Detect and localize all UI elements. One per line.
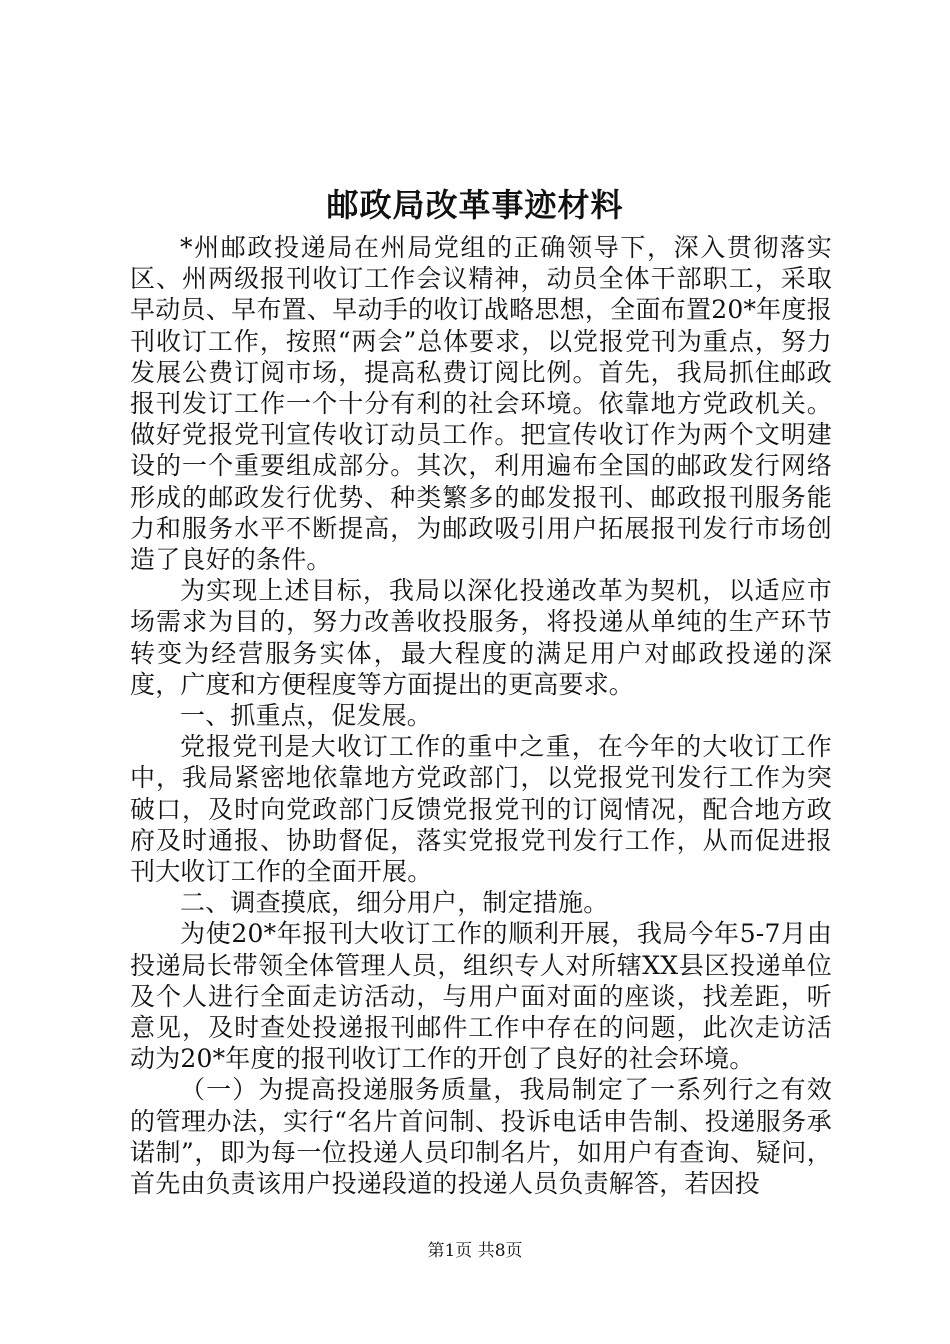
document-body: [130, 232, 832, 1199]
section-heading-1: 一、抓重点，促发展。: [180, 701, 433, 731]
paragraph-3: 党报党刊是大收订工作的重中之重，在今年的大收订工作中，我局紧密地依靠地方党政部门，以党报党刊发行工作为突破口，及时向党政部门反馈党报党刊的订阅情况，配合地方政府及时通报、协助督促，落实党报党刊发行工作，从而促进报刊大收订工作的全面开展。: [130, 732, 832, 887]
section-heading-2: 二、调查摸底，细分用户，制定措施。: [180, 888, 609, 918]
paragraph-5: （一）为提高投递服务质量，我局制定了一系列行之有效的管理办法，实行“名片首问制、投诉电话申告制、投递服务承诺制”，即为每一位投递人员印制名片，如用户有查询、疑问，首先由负责该用户投递段道的投递人员负责解答，若因投: [130, 1075, 832, 1199]
page-number-footer: 第1页 共8页: [427, 1241, 523, 1261]
document-title: 邮政局改革事迹材料: [326, 186, 624, 224]
paragraph-4: 为使20*年报刊大收订工作的顺利开展，我局今年5-7月由投递局长带领全体管理人员，组织专人对所辖XX县区投递单位及个人进行全面走访活动，与用户面对面的座谈，找差距，听意见，及时查处投递报刊邮件工作中存在的问题，此次走访活动为20*年度的报刊收订工作的开创了良好的社会环境。: [130, 919, 832, 1074]
paragraph-2: 为实现上述目标，我局以深化投递改革为契机，以适应市场需求为目的，努力改善收投服务，将投递从单纯的生产环节转变为经营服务实体，最大程度的满足用户对邮政投递的深度，广度和方便程度等方面提出的更高要求。: [130, 576, 832, 699]
paragraph-1: *州邮政投递局在州局党组的正确领导下，深入贯彻落实区、州两级报刊收订工作会议精神，动员全体干部职工，采取早动员、早布置、早动手的收订战略思想，全面布置20*年度报刊收订工作，按照“两会”总体要求，以党报党刊为重点，努力发展公费订阅市场，提高私费订阅比例。首先，我局抓住邮政报刊发订工作一个十分有利的社会环境。依靠地方党政机关。做好党报党刊宣传收订动员工作。把宣传收订作为两个文明建设的一个重要组成部分。其次，利用遍布全国的邮政发行网络形成的邮政发行优势、种类繁多的邮发报刊、邮政报刊服务能力和服务水平不断提高，为邮政吸引用户拓展报刊发行市场创造了良好的条件。: [130, 233, 832, 575]
